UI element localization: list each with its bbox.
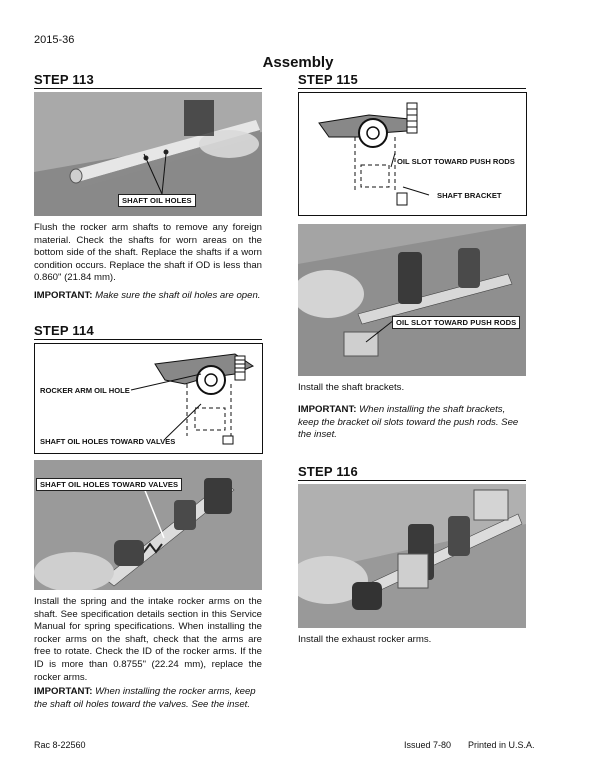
shaft-bracket-install-image — [298, 224, 526, 376]
page-code: 2015-36 — [34, 34, 75, 46]
step-114-photo — [34, 460, 262, 590]
important-text: When installing the shaft brackets, keep the bracket oil slots toward the push rods. See the inset. — [298, 404, 519, 441]
step-115-text: Install the shaft brackets. — [298, 382, 405, 393]
step-115-title: STEP 115 — [298, 72, 358, 87]
step-114-text: Install the spring and the intake rocker arms on the shaft. See specification details section in this Service Manual for spring specifications. When installing the rocker arms on the shaft, check that the arms are free to rotate. Check the ID of the rocker arms. If the ID is more than 0.8755" (22.24 mm), replace the rocker arms. — [34, 596, 262, 683]
step-113-important — [34, 290, 262, 303]
step-115-photo — [298, 224, 526, 376]
important-label: IMPORTANT: — [34, 290, 93, 301]
important-label: IMPORTANT: — [34, 686, 93, 697]
important-text: When installing the rocker arms, keep the shaft oil holes toward the valves. See the inset. — [34, 686, 256, 710]
step-114-title: STEP 114 — [34, 323, 94, 338]
callout-oil-slot-toward-push-rods-photo: OIL SLOT TOWARD PUSH RODS — [392, 316, 520, 329]
footer-printed: Printed in U.S.A. — [468, 740, 535, 750]
section-title: Assembly — [262, 54, 334, 71]
exhaust-rocker-install-image — [298, 484, 526, 628]
step-116-rule — [298, 480, 526, 481]
step-115-diagram — [298, 92, 527, 216]
callout-shaft-oil-holes-toward-valves-photo: SHAFT OIL HOLES TOWARD VALVES — [36, 478, 182, 491]
step-113-photo — [34, 92, 262, 216]
step-113-title: STEP 113 — [34, 72, 94, 87]
step-115-rule — [298, 88, 526, 89]
callout-oil-slot-toward-push-rods: OIL SLOT TOWARD PUSH RODS — [397, 157, 515, 166]
callout-shaft-bracket: SHAFT BRACKET — [437, 191, 502, 200]
important-label: IMPORTANT: — [298, 404, 357, 415]
step-114-diagram — [34, 343, 263, 454]
footer-doc-number: Rac 8-22560 — [34, 740, 86, 750]
callout-shaft-oil-holes-toward-valves: SHAFT OIL HOLES TOWARD VALVES — [40, 437, 176, 446]
step-116-photo — [298, 484, 526, 628]
footer-issued: Issued 7-80 — [404, 740, 452, 750]
callout-rocker-arm-oil-hole: ROCKER ARM OIL HOLE — [40, 386, 130, 395]
step-114-rule — [34, 339, 262, 340]
important-text: Make sure the shaft oil holes are open. — [95, 290, 261, 301]
step-116-title: STEP 116 — [298, 464, 358, 479]
step-113-text: Flush the rocker arm shafts to remove any foreign material. Check the shafts for worn areas on the bottom side of the shaft. Replace the shafts if a worn condition occurs. Replace the shaft if OD is less than 0.860" (21.84 mm). — [34, 222, 262, 284]
step-114-important — [34, 686, 262, 711]
step-115-important — [298, 404, 526, 442]
callout-shaft-oil-holes: SHAFT OIL HOLES — [118, 194, 196, 207]
step-116-text: Install the exhaust rocker arms. — [298, 634, 432, 645]
step-113-rule — [34, 88, 262, 89]
